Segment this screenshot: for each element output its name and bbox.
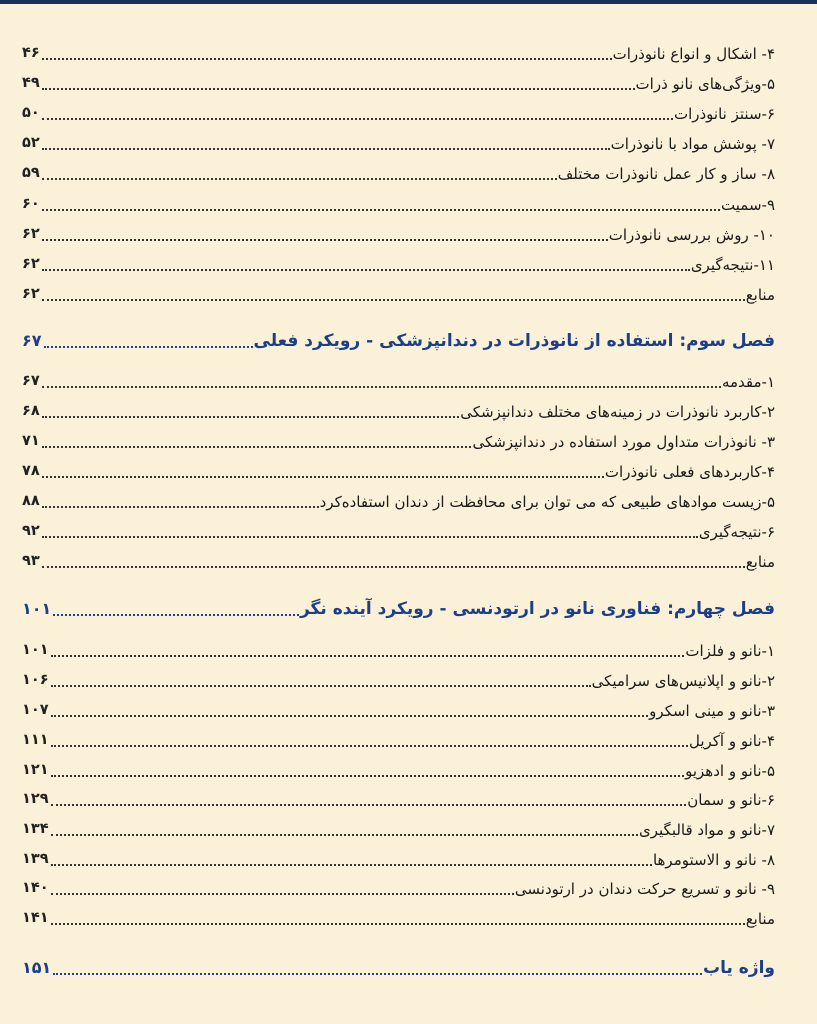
page-number: ۶۲	[22, 256, 40, 272]
dot-leader	[51, 834, 638, 836]
chapter-heading	[22, 333, 775, 352]
entry-title: منابع	[745, 909, 775, 928]
page-number: ۱۲۹	[22, 791, 49, 807]
dot-leader	[51, 655, 685, 657]
toc-entry	[22, 257, 775, 275]
toc-entry	[22, 106, 775, 124]
toc-entry	[22, 197, 775, 215]
toc-entry	[22, 374, 775, 392]
page-number: ۱۵۱	[22, 958, 52, 977]
page-number: ۵۹	[22, 165, 40, 181]
page-number: ۶۲	[22, 226, 40, 242]
dot-leader	[51, 923, 745, 925]
dot-leader	[42, 299, 745, 301]
toc-entry	[22, 852, 775, 870]
page-number: ۱۴۱	[22, 910, 49, 926]
entry-title: ۸- نانو و الاستومرها	[652, 850, 775, 869]
dot-leader	[42, 446, 472, 448]
toc-entry	[22, 554, 775, 572]
entry-title: ۷- پوشش مواد با نانوذرات	[610, 134, 775, 153]
toc-entry	[22, 287, 775, 305]
entry-title: ۹-سمیت	[721, 195, 775, 214]
toc-entry	[22, 763, 775, 781]
entry-title: ۱۱-نتیجه‌گیری	[690, 255, 775, 274]
dot-leader	[51, 864, 652, 866]
page-number: ۵۲	[22, 135, 40, 151]
page-number: ۱۴۰	[22, 880, 49, 896]
page-number: ۱۰۷	[22, 702, 49, 718]
toc-entry	[22, 792, 775, 810]
page-number: ۶۸	[22, 403, 40, 419]
toc-entry	[22, 166, 775, 184]
dot-leader	[51, 775, 685, 777]
entry-title: ۷-نانو و مواد قالبگیری	[639, 820, 775, 839]
toc-entry	[22, 911, 775, 929]
page-number: ۱۳۴	[22, 821, 49, 837]
entry-title: ۲-نانو و اپلانیس‌های سرامیکی	[591, 671, 775, 690]
toc-entry	[22, 703, 775, 721]
dot-leader	[44, 346, 253, 348]
page-number: ۸۸	[22, 493, 40, 509]
dot-leader	[51, 685, 591, 687]
entry-title: ۳-نانو و مینی اسکرو	[649, 701, 775, 720]
dot-leader	[51, 745, 688, 747]
page-number: ۱۱۱	[22, 732, 49, 748]
dot-leader	[42, 506, 319, 508]
dot-leader	[51, 715, 649, 717]
entry-title: ۴-نانو و آکریل	[688, 731, 775, 750]
toc-entry	[22, 404, 775, 422]
chapter-title: واژه یاب	[703, 958, 775, 978]
dot-leader	[42, 566, 745, 568]
page-number: ۱۲۱	[22, 762, 49, 778]
page-number: ۱۰۱	[22, 599, 52, 618]
entry-title: ۶-نتیجه‌گیری	[698, 522, 775, 541]
dot-leader	[51, 893, 514, 895]
dot-leader	[42, 536, 698, 538]
page-number: ۶۲	[22, 286, 40, 302]
chapter-heading	[22, 601, 775, 620]
page-number: ۴۹	[22, 75, 40, 91]
chapter-title: فصل چهارم: فناوری نانو در ارتودنسی - رویکرد آینده نگر	[299, 599, 775, 619]
toc-entry	[22, 643, 775, 661]
page-number: ۵۰	[22, 105, 40, 121]
chapter-heading	[22, 960, 775, 979]
dot-leader	[42, 239, 608, 241]
entry-title: ۴-کاربردهای فعلی نانوذرات	[604, 462, 775, 481]
entry-title: ۳- نانوذرات متداول مورد استفاده در دندانپزشکی	[472, 432, 775, 451]
toc-entry	[22, 733, 775, 751]
entry-title: ۸- ساز و کار عمل نانوذرات مختلف	[557, 164, 775, 183]
dot-leader	[42, 178, 557, 180]
dot-leader	[42, 58, 612, 60]
dot-leader	[42, 148, 610, 150]
entry-title: ۱-نانو و فلزات	[685, 641, 775, 660]
dot-leader	[42, 88, 635, 90]
page-number: ۶۰	[22, 196, 40, 212]
toc-entry	[22, 822, 775, 840]
page-number: ۶۷	[22, 373, 40, 389]
entry-title: ۱۰- روش بررسی نانوذرات	[608, 225, 775, 244]
entry-title: ۴- اشکال و انواع نانوذرات	[612, 44, 775, 63]
entry-title: ۹- نانو و تسریع حرکت دندان در ارتودنسی	[514, 879, 775, 898]
toc-entry	[22, 46, 775, 64]
page-number: ۴۶	[22, 45, 40, 61]
entry-title: ۶-سنتز نانوذرات	[673, 104, 775, 123]
entry-title: منابع	[745, 552, 775, 571]
entry-title: ۱-مقدمه	[721, 372, 775, 391]
dot-leader	[42, 476, 604, 478]
page-number: ۱۰۶	[22, 672, 49, 688]
dot-leader	[42, 209, 720, 211]
dot-leader	[53, 614, 299, 616]
dot-leader	[42, 416, 460, 418]
dot-leader	[42, 269, 690, 271]
toc-entry	[22, 434, 775, 452]
page-number: ۱۳۹	[22, 851, 49, 867]
entry-title: ۶-نانو و سمان	[687, 790, 775, 809]
entry-title: منابع	[745, 285, 775, 304]
dot-leader	[51, 804, 687, 806]
toc-entry	[22, 673, 775, 691]
dot-leader	[42, 386, 721, 388]
entry-title: ۵-ویژگی‌های نانو ذرات	[635, 74, 775, 93]
entry-title: ۲-کاربرد نانوذرات در زمینه‌های مختلف دندانپزشکی	[460, 402, 775, 421]
dot-leader	[42, 118, 673, 120]
toc-entry	[22, 136, 775, 154]
page-number: ۷۱	[22, 433, 40, 449]
page-number: ۱۰۱	[22, 642, 49, 658]
dot-leader	[53, 973, 702, 975]
page-number: ۶۷	[22, 331, 42, 350]
toc-entry	[22, 76, 775, 94]
toc-entry	[22, 524, 775, 542]
toc-entry	[22, 494, 775, 512]
page-number: ۹۳	[22, 553, 40, 569]
page-number: ۷۸	[22, 463, 40, 479]
toc-entry	[22, 881, 775, 899]
entry-title: ۵-نانو و ادهزیو	[685, 761, 775, 780]
toc-entry	[22, 227, 775, 245]
toc-entry	[22, 464, 775, 482]
page-number: ۹۲	[22, 523, 40, 539]
chapter-title: فصل سوم: استفاده از نانوذرات در دندانپزشکی - رویکرد فعلی	[253, 331, 775, 351]
entry-title: ۵-زیست موادهای طبیعی که می توان برای محافظت از دندان استفاده‌کرد	[319, 492, 775, 511]
